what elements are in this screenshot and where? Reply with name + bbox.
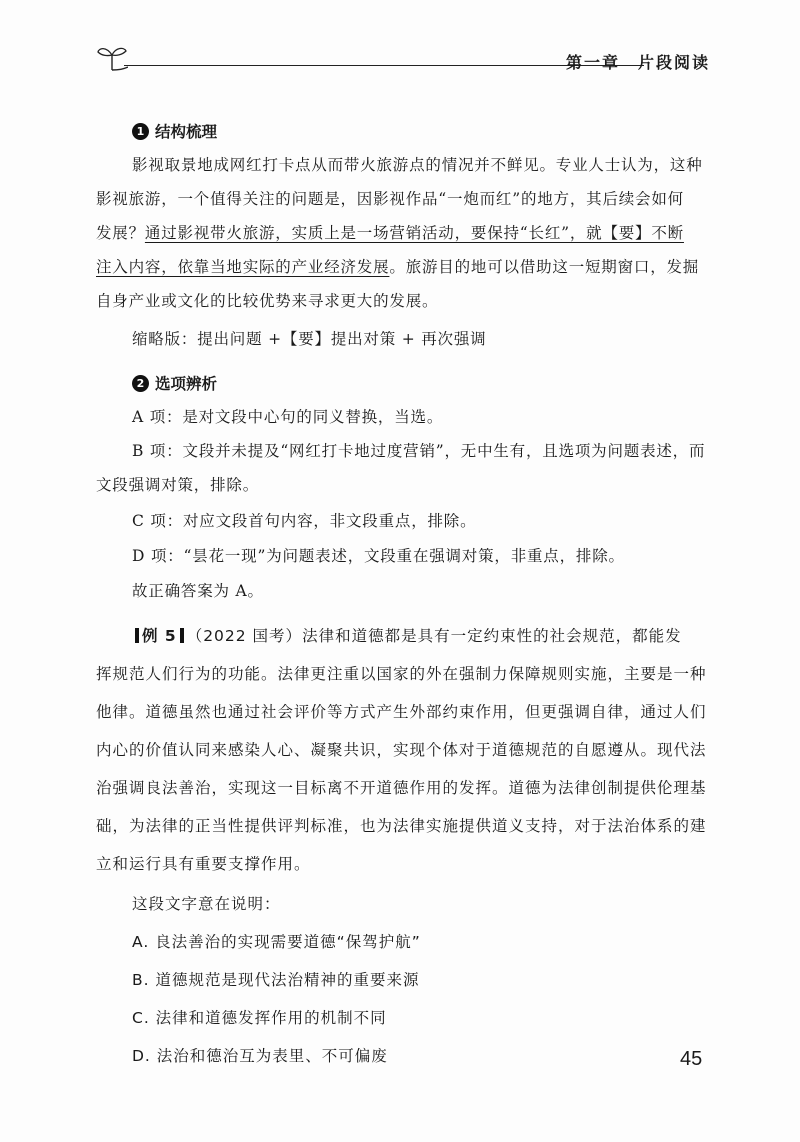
example-bar-left-icon	[135, 628, 139, 643]
structure-line-4-plain: 。旅游目的地可以借助这一短期窗口，发掘	[389, 258, 700, 276]
structure-line-5: 自身产业或文化的比较优势来寻求更大的发展。	[96, 292, 439, 310]
chapter-label	[566, 50, 710, 73]
structure-line-3	[96, 216, 684, 250]
example-line-7: 立和运行具有重要支撑作用。	[96, 855, 311, 873]
choice-b: B. 道德规范是现代法治精神的重要来源	[132, 971, 420, 989]
choice-c: C. 法律和道德发挥作用的机制不同	[132, 1009, 387, 1027]
example-line-6: 础，为法律的正当性提供评判标准，也为法律实施提供道义支持，对于法治体系的建	[96, 817, 707, 835]
example-line-2: 挥规范人们行为的功能。法律更注重以国家的外在强制力保障规则实施，主要是一种	[96, 665, 707, 683]
chapter-title: 片段阅读	[638, 53, 711, 72]
page-number: 45	[680, 1048, 703, 1070]
choice-d: D. 法治和德治互为表里、不可偏废	[132, 1047, 388, 1065]
structure-line-4	[96, 250, 699, 284]
example-first-line	[132, 618, 682, 654]
structure-line-4-underlined: 注入内容，依靠当地实际的产业经济发展	[96, 258, 390, 276]
structure-line-3-underlined: 通过影视带火旅游，实质上是一场营销活动，要保持“长红”，就【要】不断	[144, 224, 684, 242]
example-tag: 例 5	[142, 627, 177, 645]
example-line-5: 治强调良法善治，实现这一目标离不开道德作用的发挥。道德为法律创制提供伦理基	[96, 779, 707, 797]
example-line-1: 法律和道德都是具有一定约束性的社会规范，都能发	[302, 627, 682, 645]
option-b-analysis-line-1: B 项：文段并未提及“网红打卡地过度营销”，无中生有，且选项为问题表述，而	[132, 442, 706, 460]
sprout-icon	[96, 42, 128, 72]
example-line-4: 内心的价值认同来感染人心、凝聚共识，实现个体对于道德规范的自愿遵从。现代法	[96, 741, 707, 759]
summary-line: 缩略版：提出问题 +【要】提出对策 + 再次强调	[132, 330, 487, 348]
example-bar-right-icon	[180, 628, 184, 643]
chapter-number: 第一章	[566, 53, 621, 72]
number-two-badge-icon: 2	[132, 375, 149, 392]
structure-heading	[132, 120, 217, 142]
structure-heading-text: 结构梳理	[155, 123, 218, 141]
option-d-analysis: D 项：“昙花一现”为问题表述，文段重在强调对策，非重点，排除。	[132, 547, 625, 565]
example-source: （2022 国考）	[186, 627, 303, 645]
option-b-analysis-line-2: 文段强调对策，排除。	[96, 476, 260, 494]
structure-line-1: 影视取景地成网红打卡点从而带火旅游点的情况并不鲜见。专业人士认为，这种	[132, 156, 703, 174]
answer-line: 故正确答案为 A。	[132, 582, 264, 600]
structure-line-2: 影视旅游，一个值得关注的问题是，因影视作品“一炮而红”的地方，其后续会如何	[96, 190, 684, 208]
number-one-badge-icon: 1	[132, 123, 149, 140]
choice-a: A. 良法善治的实现需要道德“保驾护航”	[132, 933, 421, 951]
page-header	[96, 40, 711, 80]
option-a-analysis: A 项：是对文段中心句的同义替换，当选。	[132, 408, 444, 426]
structure-line-3-plain: 发展？	[96, 224, 145, 242]
options-heading-text: 选项辨析	[155, 375, 218, 393]
option-c-analysis: C 项：对应文段首句内容，非文段重点，排除。	[132, 512, 477, 530]
question-stem: 这段文字意在说明：	[132, 895, 281, 913]
options-heading	[132, 372, 217, 394]
example-line-3: 他律。道德虽然也通过社会评价等方式产生外部约束作用，但更强调自律，通过人们	[96, 703, 707, 721]
